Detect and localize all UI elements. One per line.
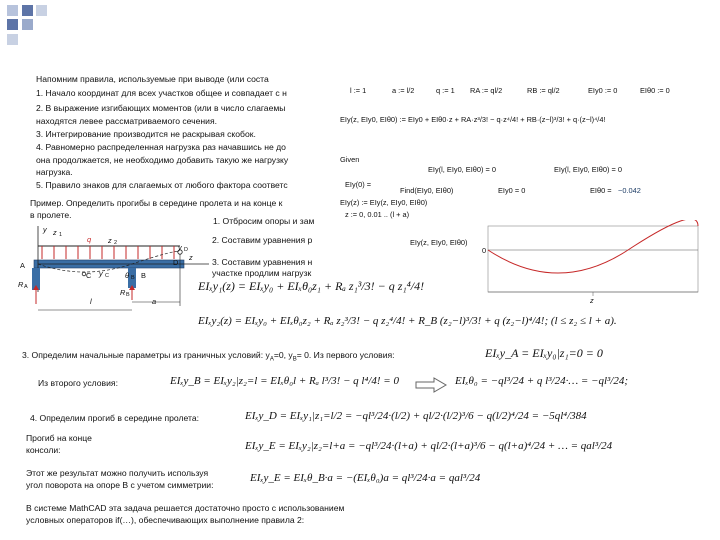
mc-eiy0-result: EIy0 = 0	[498, 186, 526, 195]
label-a: A	[20, 261, 25, 270]
eq-symmetry: EIₓy_E = EIₓθ_B·a = −(EIₓθ₀)a = ql³/24·a = qal³/24	[250, 472, 481, 484]
mc-function: EIy(z, EIy0, EIθ0) := EIy0 + EIθ0·z + RA·z³/3! − q·z⁴/4! + RB·(z−l)³/3! + q·(z−l)⁴/4!	[340, 115, 606, 124]
mc-ra: RA := ql/2	[470, 86, 503, 95]
label-z1-sub: 1	[59, 232, 63, 238]
rules-line: 3. Интегрирование производится не раскрывая скобок.	[36, 129, 256, 139]
mc-condition-2: EIy(l, EIy0, EIθ0) = 0	[554, 165, 622, 174]
eq-first-condition: EIₓy_A = EIₓy₀|z₁=0 = 0	[485, 346, 603, 360]
eq-mid-deflection: EIₓy_D = EIₓy₁|z₁=l/2 = −ql³/24·(l/2) + ql/2·(l/2)³/6 − q(l/2)⁴/24 = −5ql⁴/384	[245, 410, 587, 422]
mc-eiy0-label: EIy(0) =	[345, 180, 372, 189]
mc-l: l := 1	[350, 86, 367, 95]
label-yd: y	[178, 243, 182, 252]
label-yc: y	[99, 269, 103, 278]
console-line-2: консоли:	[26, 445, 61, 455]
label-d: D	[173, 258, 179, 267]
label-l: l	[90, 297, 92, 306]
label-z1: z	[53, 228, 57, 237]
rules-line: 5. Правило знаков для слагаемых от любого фактора соответс	[36, 180, 288, 190]
deflection-plot	[418, 220, 708, 300]
step-4: 4. Определим прогиб в середине пролета:	[30, 413, 200, 423]
from-second-condition: Из второго условия:	[38, 378, 118, 388]
label-ra-sub: A	[24, 284, 28, 290]
mathcad-line-1: В системе MathCAD эта задача решается достаточно просто с использованием	[26, 503, 345, 513]
label-z2: z	[108, 236, 112, 245]
step-3a: 3. Составим уравнения н	[212, 257, 313, 267]
mc-q: q := 1	[436, 86, 455, 95]
example-line: Пример. Определить прогибы в середине пролета и на конце к	[30, 198, 283, 208]
label-z: z	[189, 253, 193, 262]
mc-a: a := l/2	[392, 86, 415, 95]
mc-range: z := 0, 0.01 .. (l + a)	[345, 210, 410, 219]
label-theta-b: θ	[125, 271, 130, 280]
label-rb-sub: B	[126, 292, 130, 298]
rules-line: 2. В выражение изгибающих моментов (или в число слагаемы	[36, 103, 286, 113]
same-result-line-2: угол поворота на опоре B с учетом симметрии:	[26, 480, 214, 490]
mc-eitheta0: EIθ0 := 0	[640, 86, 670, 95]
beam-diagram	[14, 222, 214, 322]
mc-rb: RB := ql/2	[527, 86, 560, 95]
label-c: C	[86, 271, 92, 280]
mc-find: Find(EIy0, EIθ0)	[400, 186, 454, 195]
step-2: 2. Составим уравнения р	[212, 235, 313, 245]
eq-console-deflection: EIₓy_E = EIₓy₂|z₂=l+a = −ql³/24·(l+a) + ql/2·(l+a)³/6 − q(l+a)⁴/24 + … = qal³/24	[245, 440, 613, 452]
label-ra: R	[18, 280, 24, 289]
rules-line: 1. Начало координат для всех участков общее и совпадает с н	[36, 88, 287, 98]
rules-line: Напомним правила, используемые при выводе (или соста	[36, 74, 269, 84]
label-y: y	[43, 225, 47, 234]
rules-line: 4. Равномерно распределенная нагрузка раз начавшись не до	[36, 142, 286, 152]
label-theta-b-sub: B	[131, 275, 135, 281]
label-yd-sub: D	[184, 247, 188, 253]
arrow-icon	[414, 376, 448, 394]
label-q: q	[87, 235, 92, 244]
console-line-1: Прогиб на конце	[26, 433, 92, 443]
plot-zero: 0	[482, 246, 487, 255]
rules-line: она продолжается, не необходимо добавить такую же нагрузку	[36, 155, 289, 165]
mathcad-line-2: условных операторов if(…), обеспечивающих выполнение правила 2:	[26, 515, 305, 525]
eq-theta0: EIₓθ₀ = −ql³/24 + q l³/24·… = −ql³/24;	[455, 375, 629, 387]
label-a-span: a	[152, 297, 157, 306]
mc-condition: EIy(l, EIy0, EIθ0) = 0	[428, 165, 496, 174]
example-line: в пролете.	[30, 210, 72, 220]
same-result-line-1: Этот же результат можно получить используя	[26, 468, 209, 478]
distributed-load	[38, 246, 180, 259]
mc-eitheta0-result: EIθ0 =	[590, 186, 612, 195]
label-rb: R	[120, 288, 126, 297]
rules-line: находятся левее рассматриваемого сечения.	[36, 116, 218, 126]
label-yc-sub: C	[105, 273, 109, 279]
label-z2-sub: 2	[114, 240, 118, 246]
mc-eiy-def: EIy(z) := EIy(z, EIy0, EIθ0)	[340, 198, 428, 207]
eq-general-2: EIₓy₂(z) = EIₓy₀ + EIₓθ₀z₂ + Rₐ z₂³/3! − q z₂⁴/4! + R_B (z₂−l)³/3! + q (z₂−l)⁴/4!; (l ≤ z₂ ≤ l + a).	[198, 315, 617, 327]
mc-given: Given	[340, 155, 360, 164]
plot-x-label: z	[590, 296, 594, 305]
label-b: B	[141, 271, 146, 280]
eq-general-1: EIₓy₁(z) = EIₓy₀ + EIₓθ₀z₁ + Rₐ z₁³/3! − q z₁⁴/4!	[198, 279, 425, 293]
eq-second-condition: EIₓy_B = EIₓy₂|z₂=l = EIₓθ₀l + Rₐ l³/3! − q l⁴/4! = 0	[170, 375, 399, 387]
mc-eiy0: EIy0 := 0	[588, 86, 618, 95]
mc-eitheta0-value: −0.042	[618, 186, 641, 195]
rules-line: нагрузка.	[36, 167, 73, 177]
step-3-params: 3. Определим начальные параметры из граничных условий: $y_A=0$, $y_B= 0$. Из первого условия:	[22, 350, 395, 363]
step-3b: участке продлим нагрузк	[212, 268, 312, 278]
plot-y-label: EIy(z, EIy0, EIθ0)	[410, 238, 468, 247]
step-1: 1. Отбросим опоры и зам	[213, 216, 315, 226]
